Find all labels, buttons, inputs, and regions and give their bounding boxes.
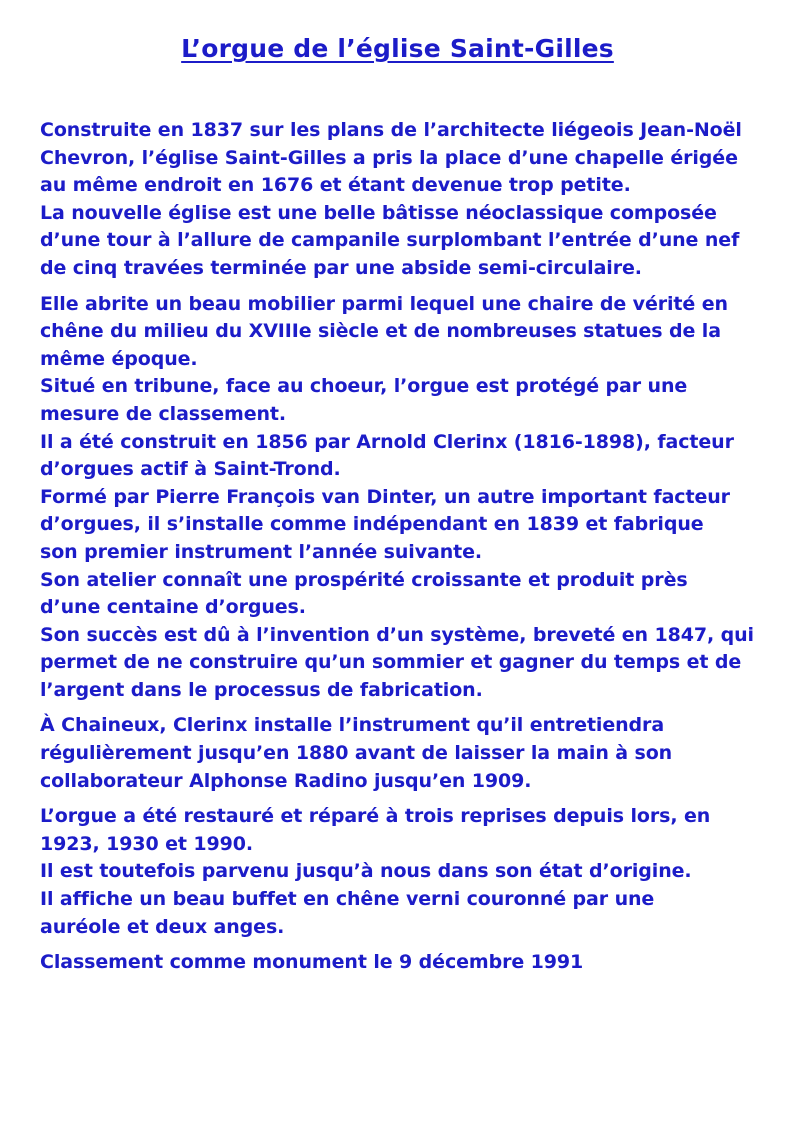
text-line: d’orgues actif à Saint-Trond. [40, 458, 341, 481]
text-line: La nouvelle église est une belle bâtisse néoclassique composée [40, 201, 717, 224]
text-line: son premier instrument l’année suivante. [40, 540, 483, 563]
paragraph-classification [40, 949, 765, 977]
text-line: Elle abrite un beau mobilier parmi lequel une chaire de vérité en [40, 292, 728, 315]
text-line: d’une tour à l’allure de campanile surplombant l’entrée d’une nef [40, 229, 740, 252]
paragraph-restoration [40, 803, 765, 941]
text-line: d’une centaine d’orgues. [40, 596, 306, 619]
text-line: Classement comme monument le 9 décembre 1991 [40, 951, 584, 974]
text-line: mesure de classement. [40, 402, 287, 425]
text-line: Il affiche un beau buffet en chêne verni couronné par une [40, 888, 655, 911]
text-line: Situé en tribune, face au choeur, l’orgue est protégé par une [40, 375, 688, 398]
text-line: d’orgues, il s’installe comme indépendant en 1839 et fabrique [40, 513, 704, 536]
text-line: chêne du milieu du XVIIIe siècle et de nombreuses statues de la [40, 320, 721, 343]
text-line: Son succès est dû à l’invention d’un système, breveté en 1847, qui [40, 623, 754, 646]
text-line: 1923, 1930 et 1990. [40, 832, 253, 855]
document-body [40, 117, 765, 985]
text-line: de cinq travées terminée par une abside semi-circulaire. [40, 256, 642, 279]
paragraph-church-history [40, 117, 765, 283]
text-line: À Chaineux, Clerinx installe l’instrument qu’il entretiendra [40, 714, 665, 737]
text-line: collaborateur Alphonse Radino jusqu’en 1909. [40, 769, 532, 792]
text-line: au même endroit en 1676 et étant devenue trop petite. [40, 174, 631, 197]
text-line: même époque. [40, 347, 198, 370]
text-line: permet de ne construire qu’un sommier et gagner du temps et de [40, 651, 742, 674]
text-line: l’argent dans le processus de fabrication. [40, 678, 483, 701]
text-line: Construite en 1837 sur les plans de l’architecte liégeois Jean-Noël [40, 119, 742, 141]
text-line: Formé par Pierre François van Dinter, un autre important facteur [40, 485, 730, 508]
paragraph-organ-builder [40, 291, 765, 705]
text-line: auréole et deux anges. [40, 915, 285, 938]
page-title: L’orgue de l’église Saint-Gilles [181, 34, 614, 63]
paragraph-chaineux [40, 712, 765, 795]
text-line: Il a été construit en 1856 par Arnold Clerinx (1816-1898), facteur [40, 430, 734, 453]
text-line: régulièrement jusqu’en 1880 avant de laisser la main à son [40, 742, 673, 765]
text-line: Chevron, l’église Saint-Gilles a pris la place d’une chapelle érigée [40, 146, 738, 169]
text-line: Il est toutefois parvenu jusqu’à nous dans son état d’origine. [40, 860, 692, 883]
text-line: Son atelier connaît une prospérité croissante et produit près [40, 568, 688, 591]
text-line: L’orgue a été restauré et réparé à trois reprises depuis lors, en [40, 805, 711, 828]
